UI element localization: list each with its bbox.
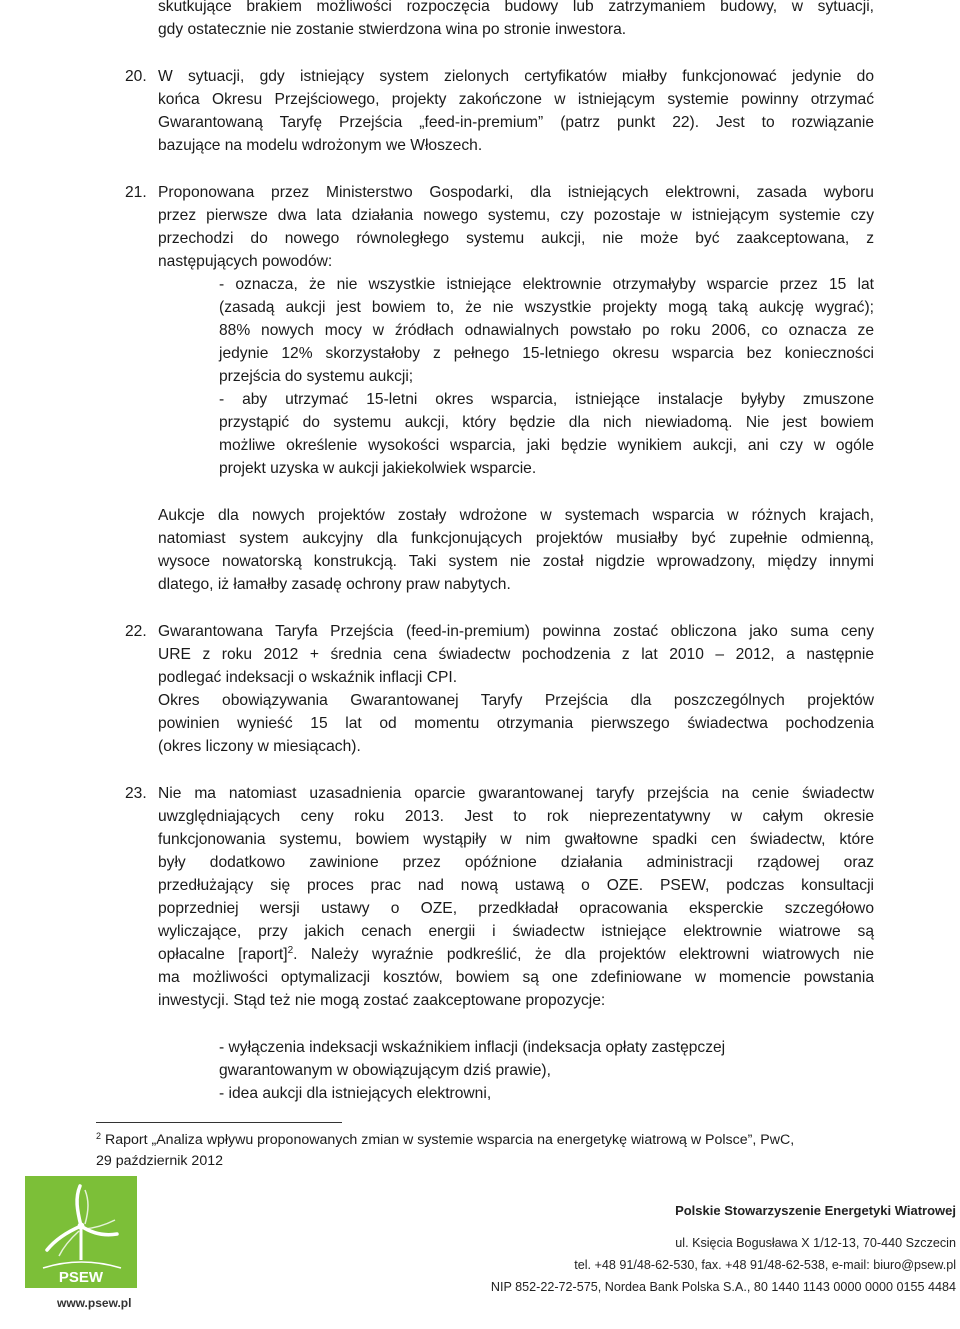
organization-name: Polskie Stowarzyszenie Energetyki Wiatrowej bbox=[675, 1203, 956, 1218]
item-21-bullet-a: - oznacza, że nie wszystkie istniejące elektrownie otrzymałyby wsparcie przez 15 lat (zasadą aukcji jest bowiem to, że nie wszystkie projekty mogą taką aukcję wygrać); 88% nowych mocy w źródłach odnawialnych powstało po roku 2006, co oznacza ze jedynie 12% skorzystałoby z pełnego 15-letniego okresu wsparcia bez konieczności przejścia do systemu aukcji; bbox=[219, 276, 874, 385]
item-23-footnote-line: opłacalne [raport]$^2$. Należy wyraźnie podkreślić, że dla projektów elektrowni wiatrowych nie bbox=[158, 944, 874, 963]
footnote-reference[interactable]: 2 bbox=[287, 944, 294, 956]
item-22-second-paragraph: Okres obowiązywania Gwarantowanej Taryfy Przejścia dla poszczególnych projektów powinien wynieść 15 lat od momentu otrzymania pierwszego świadectwa pochodzenia (okres liczony w miesiącach). bbox=[158, 692, 874, 755]
item-21-text: Proponowana przez Ministerstwo Gospodarki, dla istniejących elektrowni, zasada wyboru przez pierwsze dwa lata działania nowego systemu, czy pozostaje w istniejącym systemie czy przechodzi do nowego równoległego systemu aukcji, nie może być zaakceptowana, z następujących powodów: bbox=[158, 184, 874, 270]
bank-info: NIP 852-22-72-575, Nordea Bank Polska S.A., 80 1440 1143 0000 0000 0155 4484 bbox=[490, 1280, 956, 1294]
footnote-number: 2 bbox=[96, 1131, 102, 1141]
psew-logo bbox=[25, 1176, 137, 1288]
footnote: $^2$ Raport „Analiza wpływu proponowanych zmian w systemie wsparcia na energetykę wiatrową w Polsce”, PwC, 29 październik 2012 bbox=[96, 1131, 795, 1169]
website-link[interactable]: www.psew.pl bbox=[57, 1296, 132, 1310]
address: ul. Księcia Bogusława X 1/12-13, 70-440 Szczecin bbox=[675, 1236, 956, 1250]
item-21-closing-paragraph: Aukcje dla nowych projektów zostały wdrożone w systemach wsparcia w różnych krajach, natomiast system aukcyjny dla funkcjonujących projektów musiałby być zupełnie odmienną, wysoce nowatorską konstrukcją. Taki system nie został nigdzie wprowadzony, między innymi dlatego, iż łamałby zasadę ochrony praw nabytych. bbox=[158, 507, 874, 593]
footnote-separator bbox=[96, 1122, 342, 1123]
item-number-21: 21. bbox=[125, 184, 147, 201]
item-number-20: 20. bbox=[125, 68, 147, 85]
wind-turbine-icon bbox=[25, 1176, 137, 1288]
logo-text: PSEW bbox=[58, 1269, 104, 1286]
item-22-text: Gwarantowana Taryfa Przejścia (feed-in-premium) powinna zostać obliczona jako suma ceny URE z roku 2012 + średnia cena świadectw pochodzenia z lat 2010 – 2012, a następnie podlegać indeksacji o wskaźnik inflacji CPI. bbox=[158, 623, 874, 686]
item-23-bullets: - wyłączenia indeksacji wskaźnikiem inflacji (indeksacja opłaty zastępczej gwarantowanym w obowiązującym dziś prawie), - idea aukcji dla istniejących elektrowni, bbox=[219, 1039, 726, 1102]
contact-info: tel. +48 91/48-62-530, fax. +48 91/48-62-538, e-mail: biuro@psew.pl bbox=[574, 1258, 956, 1272]
continuation-paragraph: skutkujące brakiem możliwości rozpoczęcia budowy lub zatrzymaniem budowy, w sytuacji, gdy ostatecznie nie zostanie stwierdzona wina po stronie inwestora. bbox=[158, 0, 874, 38]
item-number-23: 23. bbox=[125, 785, 147, 802]
item-number-22: 22. bbox=[125, 623, 147, 640]
item-23-text: Nie ma natomiast uzasadnienia oparcie gwarantowanej taryfy przejścia na cenie świadectw uwzględniających ceny roku 2013. Jest to rok nieprezentatywny w całym okresie funkcjonowania systemu, bowiem wystąpiły w nim gwałtowne spadki cen świadectw, które były dodatkowo zawinione przez opóźnione działania administracji rządowej oraz przedłużający się proces prac nad nową ustawą o OZE. PSEW, podczas konsultacji poprzedniej wersji ustawy o OZE, przedkładał opracowania eksperckie szczegółowo wyliczające, przy jakich cenach energii i świadectw istniejące elektrownie wiatrowe są opłacalne [raport]$^2$. Należy wyraźnie podkreślić, że dla projektów elektrowni wiatrowych nie ma możliwości optymalizacji kosztów, bowiem są one zdefiniowane w momencie powstania inwestycji. Stąd też nie mogą zostać zaakceptowane propozycje: bbox=[158, 785, 874, 1009]
item-20-text: W sytuacji, gdy istniejący system zielonych certyfikatów miałby funkcjonować jedynie do końca Okresu Przejściowego, projekty zakończone w istniejącym systemie powinny otrzymać Gwarantowaną Taryfę Przejścia „feed-in-premium” (patrz punkt 22). Jest to rozwiązanie bazujące na modelu wdrożonym we Włoszech. bbox=[158, 68, 874, 154]
item-21-bullet-b: - aby utrzymać 15-letni okres wsparcia, istniejące instalacje byłyby zmuszone przystąpić do systemu aukcji, który będzie dla nich niewiadomą. Nie jest bowiem możliwe określenie wysokości wsparcia, jaki będzie wynikiem aukcji, ani czy w ogóle projekt uzyska w aukcji jakiekolwiek wsparcie. bbox=[219, 391, 874, 477]
